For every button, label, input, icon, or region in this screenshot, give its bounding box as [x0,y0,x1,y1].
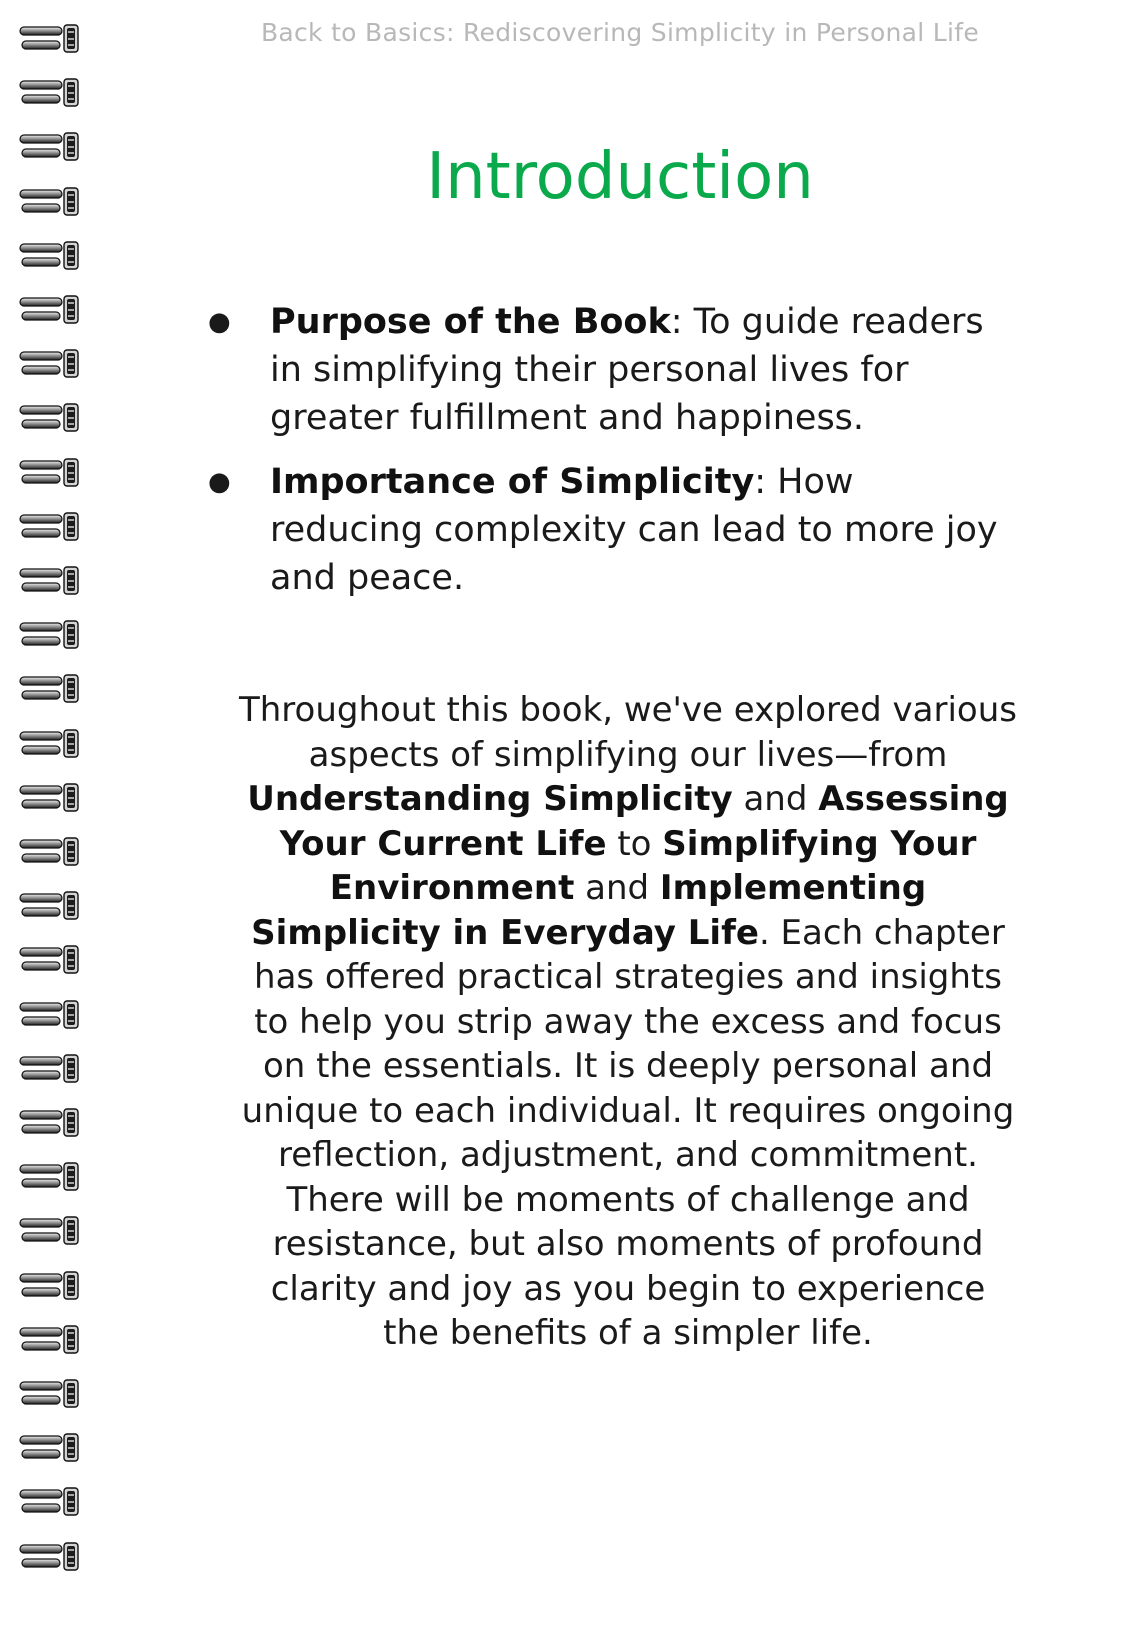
body-text-segment: and [732,779,819,819]
spiral-ring-icon [18,566,84,596]
spiral-ring-icon [18,512,84,542]
spiral-ring-icon [18,187,84,217]
spiral-ring-icon [18,1433,84,1463]
chapter-reference: Implementing Simplicity in Everyday Life [251,868,927,953]
bullet-text: : To guide readers in simplifying their personal lives for greater fulfillment and happiness. [270,302,984,438]
spiral-ring-icon [18,945,84,975]
spiral-ring-icon [18,1000,84,1030]
spiral-ring-icon [18,674,84,704]
spiral-ring-icon [18,729,84,759]
spiral-ring-icon [18,24,84,54]
spiral-ring-icon [18,78,84,108]
chapter-reference: Simplifying Your Environment [329,823,977,908]
chapter-reference: Understanding Simplicity [247,779,733,819]
spiral-ring-icon [18,783,84,813]
body-paragraph [238,688,1018,1356]
bullet-text: : How reducing complexity can lead to more joy and peace. [270,462,998,598]
bullet-label: Importance of Simplicity [270,462,755,502]
chapter-reference: Assessing Your Current Life [279,779,1009,864]
spiral-ring-icon [18,620,84,650]
spiral-ring-icon [18,891,84,921]
spiral-ring-icon [18,1054,84,1084]
spiral-binding [0,0,95,1625]
spiral-ring-icon [18,1216,84,1246]
body-text-segment: . Each chapter has offered practical strategies and insights to help you strip away the excess and focus on the essentials. It is deeply personal and unique to each individual. It requires ongoing reflection, adjustment, and commitment. There will be moments of challenge and resistance, but also moments of profound clarity and joy as you begin to experience the benefits of a simpler life. [241,912,1015,1353]
spiral-ring-icon [18,295,84,325]
body-text-segment: to [606,823,663,864]
spiral-ring-icon [18,458,84,488]
bullet-label: Purpose of the Book [270,302,671,342]
page-title: Introduction [426,140,814,214]
spiral-ring-icon [18,1108,84,1138]
spiral-ring-icon [18,1379,84,1409]
bullet-item-importance [200,458,1000,602]
bullet-dot-icon: ● [208,307,231,337]
spiral-ring-icon [18,1325,84,1355]
spiral-ring-icon [18,132,84,162]
body-text-segment: and [574,868,660,908]
spiral-ring-icon [18,241,84,271]
spiral-ring-icon [18,403,84,433]
body-text-segment: Throughout this book, we've explored various aspects of simplifying our lives—from [238,690,1018,775]
spiral-ring-icon [18,349,84,379]
spiral-ring-icon [18,1542,84,1572]
bullet-item-purpose [200,298,1000,442]
spiral-ring-icon [18,1271,84,1301]
spiral-ring-icon [18,837,84,867]
spiral-ring-icon [18,1162,84,1192]
running-header: Back to Basics: Rediscovering Simplicity in Personal Life [260,18,980,47]
spiral-ring-icon [18,1487,84,1517]
bullet-dot-icon: ● [208,467,231,497]
bullet-list [200,298,1000,618]
